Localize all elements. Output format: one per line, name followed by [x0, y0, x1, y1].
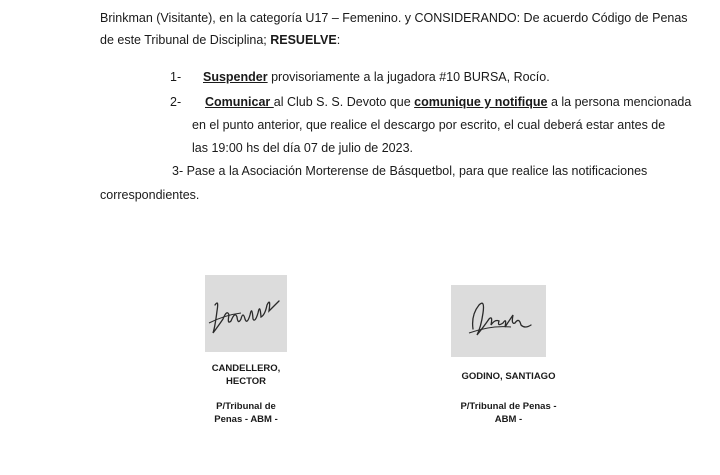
signature-image-godino — [451, 285, 546, 357]
intro-text: de este Tribunal de Disciplina; — [100, 33, 271, 47]
item-3-line-2: correspondientes. — [100, 188, 200, 202]
signer-2-name — [451, 370, 566, 383]
item-2-text-b: a la persona mencionada — [547, 95, 692, 109]
signer-1-role-line-2: Penas - ABM - — [214, 414, 278, 425]
item-1-keyword: Suspender — [203, 70, 268, 84]
item-2-line-1 — [205, 94, 691, 110]
intro-colon: : — [336, 33, 341, 47]
item-2-keyword: Comunicar — [205, 95, 274, 109]
signer-2-role — [451, 400, 566, 426]
signature-image-candellero — [205, 275, 287, 352]
item-2-keyword-2: comunique y notifique — [414, 95, 548, 109]
item-1-body: provisoriamente a la jugadora #10 BURSA, Rocío. — [267, 70, 550, 84]
item-1-text — [203, 69, 550, 85]
intro-line-1: Brinkman (Visitante), en la categoría U17 – Femenino. y CONSIDERANDO: De acuerdo Código de Penas — [100, 11, 688, 25]
signer-2-name-line-1: GODINO, SANTIAGO — [461, 371, 556, 382]
signer-1-name — [195, 362, 297, 388]
intro-line-2 — [100, 32, 340, 48]
resuelve-label: RESUELVE — [270, 33, 337, 47]
signer-1-role-line-1: P/Tribunal de — [216, 401, 276, 412]
signer-1-name-line-2: HECTOR — [226, 376, 266, 387]
signer-1-role — [195, 400, 297, 426]
item-3-line-1: 3- Pase a la Asociación Morterense de Básquetbol, para que realice las notificaciones — [172, 164, 648, 178]
signer-2-role-line-2: ABM - — [494, 414, 523, 425]
item-2-number: 2- — [170, 95, 182, 109]
signer-1-name-line-1: CANDELLERO, — [211, 363, 281, 374]
signer-2-role-line-1: P/Tribunal de Penas - — [460, 401, 557, 412]
item-2-text-a: al Club S. S. Devoto que — [273, 95, 415, 109]
item-2-line-3: las 19:00 hs del día 07 de julio de 2023. — [192, 141, 414, 155]
item-2-line-2: en el punto anterior, que realice el descargo por escrito, el cual deberá estar antes de — [192, 118, 666, 132]
item-1-number: 1- — [170, 70, 182, 84]
